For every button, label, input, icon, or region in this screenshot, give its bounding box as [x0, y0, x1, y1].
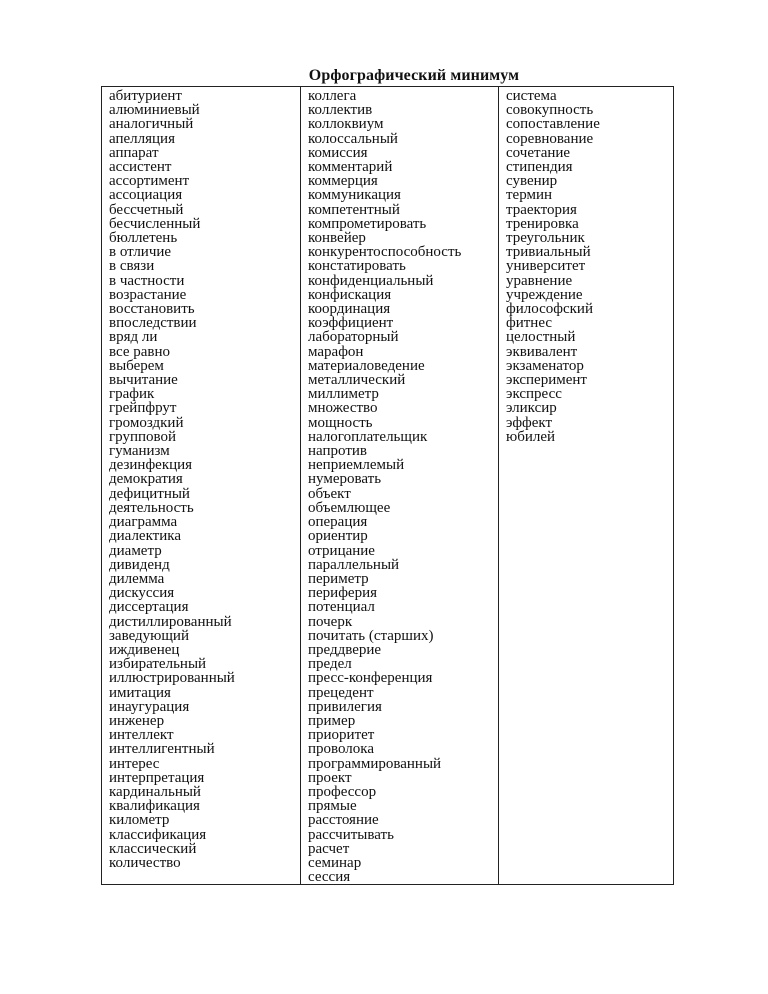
list-item: впоследствии: [109, 315, 197, 332]
list-item: прямые: [308, 798, 357, 815]
list-item: уравнение: [506, 272, 573, 289]
list-item: комиссия: [308, 144, 368, 161]
list-item: тривиальный: [506, 244, 591, 261]
list-item: налогоплательщик: [308, 428, 428, 445]
list-item: дезинфекция: [109, 457, 193, 474]
list-item: алюминиевый: [109, 102, 200, 119]
list-item: абитуриент: [109, 88, 182, 104]
list-item: проект: [308, 769, 352, 786]
list-item: мощность: [308, 414, 373, 431]
list-item: в отличие: [109, 244, 172, 261]
list-item: университет: [506, 258, 586, 275]
list-item: рассчитывать: [308, 826, 394, 843]
list-item: количество: [109, 854, 181, 871]
list-item: апелляция: [109, 130, 175, 147]
list-item: дистиллированный: [109, 613, 232, 630]
list-item: дивиденд: [109, 556, 170, 573]
list-item: аппарат: [109, 144, 159, 161]
list-item: диаграмма: [109, 514, 178, 531]
list-item: конкурентоспособность: [308, 244, 462, 261]
list-item: операция: [308, 514, 368, 531]
list-item: возрастание: [109, 286, 187, 303]
list-item: кардинальный: [109, 783, 201, 800]
list-item: интерес: [109, 755, 160, 772]
list-item: коллоквиум: [308, 116, 384, 133]
list-item: деятельность: [109, 499, 194, 516]
list-item: целостный: [506, 329, 576, 346]
page-title: Орфографический минимум: [308, 67, 520, 84]
list-item: объемлющее: [308, 499, 391, 516]
list-item: программированный: [308, 755, 442, 772]
list-item: конфиденциальный: [308, 272, 434, 289]
list-item: материаловедение: [308, 357, 425, 374]
list-item: система: [506, 88, 557, 104]
list-item: объект: [308, 485, 351, 502]
list-item: аналогичный: [109, 116, 194, 133]
list-item: дискуссия: [109, 585, 175, 602]
list-item: иллюстрированный: [109, 670, 235, 687]
list-item: график: [109, 386, 155, 403]
list-item: километр: [109, 812, 170, 829]
list-item: семинар: [308, 854, 362, 871]
list-item: дилемма: [109, 570, 165, 587]
list-item: диссертация: [109, 599, 189, 616]
list-item: демократия: [109, 471, 183, 488]
list-item: преддверие: [308, 641, 382, 658]
list-item: сувенир: [506, 173, 558, 190]
list-item: тренировка: [506, 215, 579, 232]
list-item: сочетание: [506, 144, 571, 161]
list-item: марафон: [308, 343, 364, 360]
list-item: имитация: [109, 684, 171, 701]
list-item: профессор: [308, 783, 377, 800]
list-item: фитнес: [506, 315, 553, 332]
list-item: ассортимент: [109, 173, 190, 190]
list-item: параллельный: [308, 556, 400, 573]
word-list: [506, 89, 673, 444]
list-item: гуманизм: [109, 443, 170, 460]
list-item: ориентир: [308, 528, 368, 545]
list-item: периферия: [308, 585, 378, 602]
list-item: множество: [308, 400, 378, 417]
list-item: отрицание: [308, 542, 375, 559]
list-item: напротив: [308, 443, 367, 460]
word-list: [308, 89, 498, 884]
list-item: констатировать: [308, 258, 406, 275]
list-item: лабораторный: [308, 329, 399, 346]
list-item: бессчетный: [109, 201, 184, 218]
list-item: восстановить: [109, 301, 195, 318]
list-item: философский: [506, 301, 593, 318]
list-item: экспресс: [506, 386, 562, 403]
list-item: стипендия: [506, 159, 573, 176]
list-item: конфискация: [308, 286, 392, 303]
list-item: конвейер: [308, 230, 366, 247]
list-item: диалектика: [109, 528, 181, 545]
list-item: бесчисленный: [109, 215, 201, 232]
list-item: проволока: [308, 741, 375, 758]
list-item: дефицитный: [109, 485, 190, 502]
list-item: почитать (старших): [308, 627, 434, 644]
list-item: компетентный: [308, 201, 400, 218]
list-item: миллиметр: [308, 386, 379, 403]
list-item: иждивенец: [109, 641, 180, 658]
list-item: заведующий: [109, 627, 189, 644]
list-item: избирательный: [109, 656, 207, 673]
list-item: сессия: [308, 869, 351, 886]
list-item: периметр: [308, 570, 369, 587]
list-item: термин: [506, 187, 553, 204]
list-item: координация: [308, 301, 391, 318]
list-item: эликсир: [506, 400, 557, 417]
list-item: экзаменатор: [506, 357, 584, 374]
list-item: эксперимент: [506, 372, 587, 389]
list-item: групповой: [109, 428, 177, 445]
list-item: коллектив: [308, 102, 373, 119]
list-item: предел: [308, 656, 352, 673]
list-item: траектория: [506, 201, 577, 218]
list-item: колоссальный: [308, 130, 398, 147]
list-item: интеллигентный: [109, 741, 215, 758]
word-column-2: [301, 87, 499, 885]
list-item: неприемлемый: [308, 457, 405, 474]
list-item: расстояние: [308, 812, 379, 829]
word-column-1: [102, 87, 301, 885]
word-list: [109, 89, 300, 870]
list-item: почерк: [308, 613, 353, 630]
list-item: коммуникация: [308, 187, 401, 204]
list-item: ассоциация: [109, 187, 183, 204]
list-item: приоритет: [308, 727, 375, 744]
list-item: выберем: [109, 357, 164, 374]
list-item: коэффициент: [308, 315, 394, 332]
list-item: учреждение: [506, 286, 583, 303]
list-item: юбилей: [506, 428, 556, 445]
list-item: инженер: [109, 712, 165, 729]
list-item: квалификация: [109, 798, 200, 815]
list-item: расчет: [308, 840, 350, 857]
list-item: компрометировать: [308, 215, 427, 232]
list-item: потенциал: [308, 599, 375, 616]
list-item: инаугурация: [109, 698, 190, 715]
list-item: классический: [109, 840, 197, 857]
list-item: эффект: [506, 414, 553, 431]
list-item: коллега: [308, 88, 357, 104]
list-item: вычитание: [109, 372, 178, 389]
list-item: все равно: [109, 343, 171, 360]
list-item: в связи: [109, 258, 155, 275]
list-item: коммерция: [308, 173, 378, 190]
word-column-3: [499, 87, 674, 885]
list-item: нумеровать: [308, 471, 382, 488]
list-item: соревнование: [506, 130, 594, 147]
table-row: [102, 87, 674, 885]
list-item: диаметр: [109, 542, 162, 559]
list-item: пример: [308, 712, 356, 729]
list-item: ассистент: [109, 159, 172, 176]
list-item: грейпфрут: [109, 400, 177, 417]
list-item: бюллетень: [109, 230, 178, 247]
list-item: сопоставление: [506, 116, 600, 133]
list-item: в частности: [109, 272, 185, 289]
list-item: классификация: [109, 826, 207, 843]
list-item: треугольник: [506, 230, 585, 247]
list-item: совокупность: [506, 102, 594, 119]
list-item: интерпретация: [109, 769, 205, 786]
list-item: громоздкий: [109, 414, 184, 431]
list-item: металлический: [308, 372, 406, 389]
list-item: привилегия: [308, 698, 382, 715]
list-item: эквивалент: [506, 343, 578, 360]
list-item: комментарий: [308, 159, 393, 176]
list-item: вряд ли: [109, 329, 158, 346]
list-item: прецедент: [308, 684, 374, 701]
list-item: интеллект: [109, 727, 174, 744]
list-item: пресс-конференция: [308, 670, 433, 687]
word-table: [101, 86, 674, 885]
